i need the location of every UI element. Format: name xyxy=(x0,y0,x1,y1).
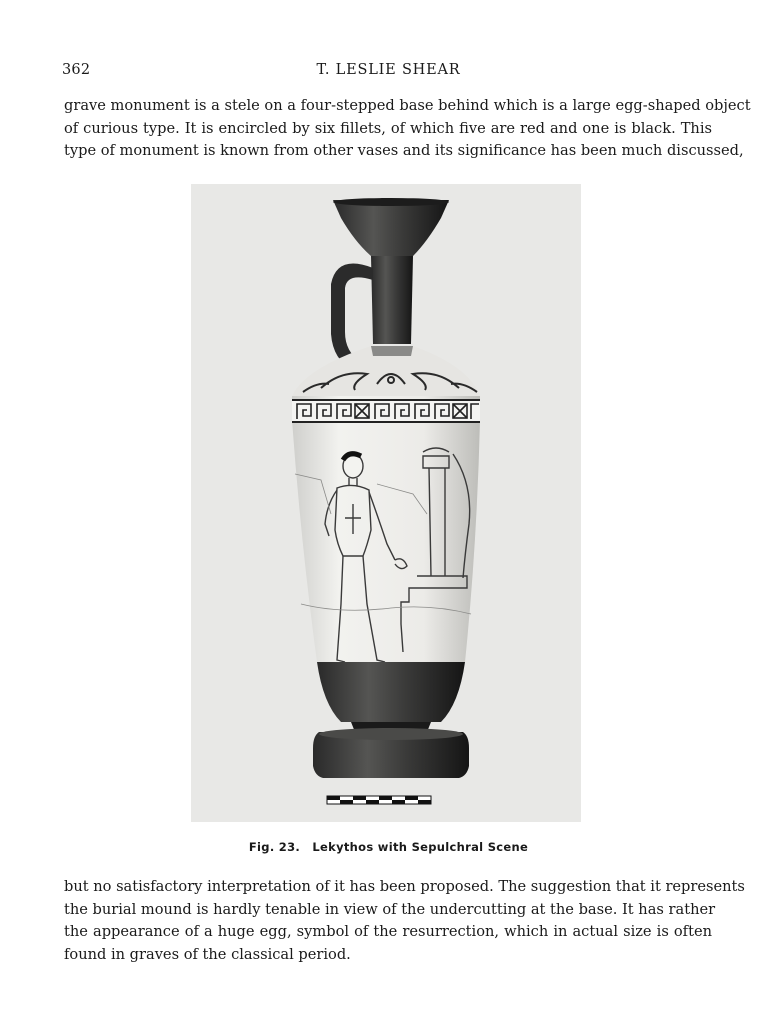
vase-mouth xyxy=(333,200,449,256)
lekythos-illustration xyxy=(191,184,581,822)
figure-label: Fig. 23. xyxy=(248,840,301,854)
figure-lekythos-photo xyxy=(191,184,581,822)
scale-bar xyxy=(327,796,431,804)
vase-body xyxy=(292,396,480,662)
running-head: T. LESLIE SHEAR xyxy=(316,62,461,78)
paragraph-line: grave monument is a stele on a four-stepped base behind which is a large egg-shaped object xyxy=(64,97,751,114)
paragraph-line: the appearance of a huge egg, symbol of the resurrection, which in actual size is often xyxy=(64,923,712,940)
vase-neck xyxy=(371,256,413,344)
figure-caption-text: Lekythos with Sepulchral Scene xyxy=(312,840,529,854)
paragraph-line: type of monument is known from other vases and its significance has been much discussed, xyxy=(64,142,744,159)
paragraph-top xyxy=(64,95,751,163)
paragraph-bottom xyxy=(64,876,745,966)
page-number: 362 xyxy=(62,62,91,78)
paragraph-line: found in graves of the classical period. xyxy=(64,945,351,963)
paragraph-line: of curious type. It is encircled by six fillets, of which five are red and one is black. This xyxy=(64,119,712,137)
paragraph-line: but no satisfactory interpretation of it has been proposed. The suggestion that it represents xyxy=(64,878,745,895)
vase-lower-body xyxy=(317,662,465,722)
meander-band xyxy=(292,400,480,422)
paragraph-line: the burial mound is hardly tenable in view of the undercutting at the base. It has rather xyxy=(64,900,716,918)
figure-caption xyxy=(0,840,777,854)
